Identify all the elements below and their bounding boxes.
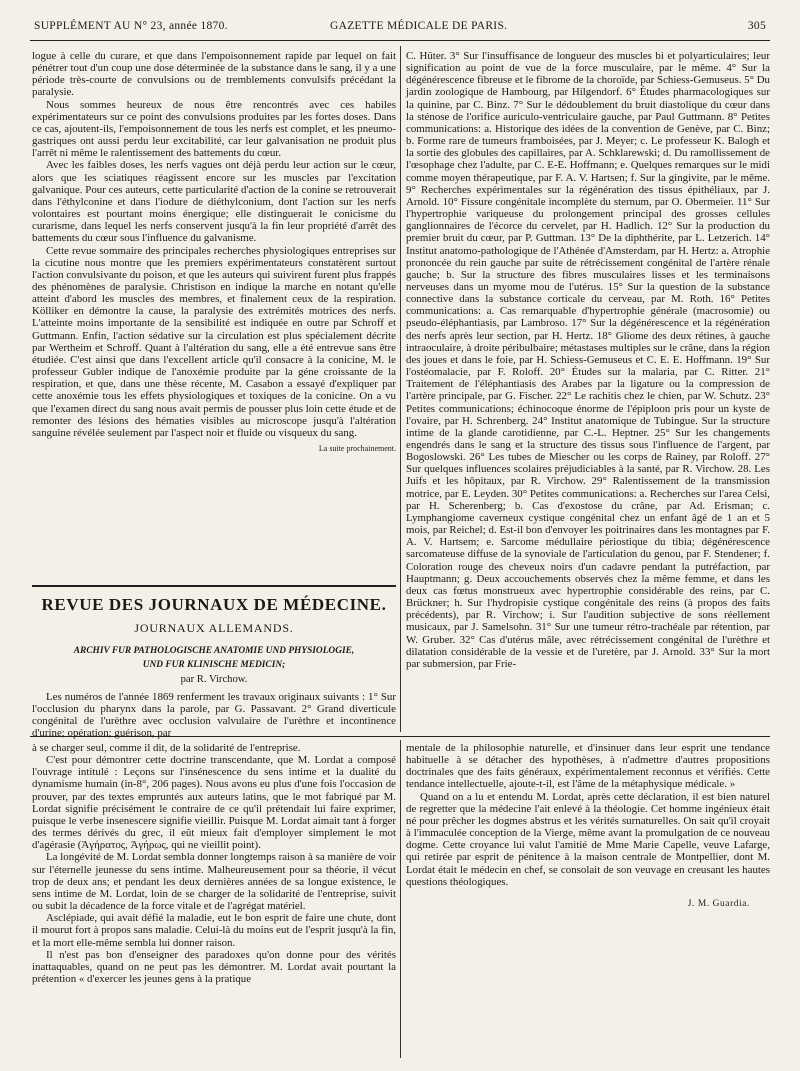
paragraph: Asclépiade, qui avait défié la maladie, eut le bon esprit de faire une chute, dont il mourut fort à propos sans maladie. Celui-là du moins eut de l'esprit jusqu'à la fin, et la mort elle-même sembla lui donner raison. [32, 912, 396, 949]
column-divider-top [400, 46, 401, 732]
running-head-journal-title: GAZETTE MÉDICALE DE PARIS. [330, 20, 508, 32]
paragraph: Nous sommes heureux de nous être rencontrés avec ces habiles expérimentateurs sur ce point des convulsions produites par les fortes doses. Dans ce cas, ajoutent-ils, l'empoisonnement de tous les nerfs est complet, et les pneumo-gastriques ont aussi perdu leur excitabilité, car leur galvanisation ne produit plus l'arrêt ni même le ralentissement des battements du cœur. [32, 98, 396, 160]
paragraph: Cette revue sommaire des principales recherches physiologiques entreprises sur la cicutine nous montre que les premiers expérimentateurs constatèrent surtout l'action convulsivante du poison, et que les auteurs qui suivirent furent plus frappés des phénomènes de paralysie. Christison en indique la marche en notant qu'elle atteint d'abord les muscles des membres, et finalement ceux de la respiration. Kölliker en démontre la cause, la paralysie des extrémités motrices des nerfs. L'atteinte moins importante de la sensibilité est indiquée en outre par Schroff et Guttmann. Enfin, l'action sédative sur la circulation est plus spécialement décrite par Wertheim et Schroff. Quant à l'altération du sang, elle a été entrevue sans être étudiée. C'est ainsi que dans l'excellent article qu'il consacre à la conicine, M. le professeur Gubler indique de l'anoxémie produite par la géne croissante de la respiration, et que, dans une thèse récente, M. Casabon a essayé d'expliquer par cette anoxémie tous les effets physiologiques et toxiques de la conicine. On a vu que l'examen direct du sang nous avait permis de pousser plus loin cette étude et de remonter des lésions des hématies visibles au microscope jusqu'à l'altération sanguine révélée seulement par l'aspect noir et fluide ou visqueux du sang. [32, 244, 396, 439]
section-separator-rule [30, 736, 770, 737]
paragraph: La longévité de M. Lordat sembla donner longtemps raison à sa manière de voir sur l'éternelle jeunesse du sens intime. Malheureusement pour sa théorie, il vécut trop de deux ans; et pendant les deux dernières années de sa longue existence, le sens intime de M. Lordat, loin de se charger de la solidarité de l'entreprise, suivit ou subit la décadence de la force vitale et de l'agrégat matériel. [32, 851, 396, 913]
paragraph: Il n'est pas bon d'enseigner des paradoxes qu'on donne pour des vérités inattaquables, quand on ne peut pas les démontrer. M. Lordat avait pourtant la prétention « d'exercer les jeunes gens à la pratique [32, 948, 396, 985]
review-editor: par R. Virchow. [180, 674, 248, 685]
right-column-top [406, 50, 770, 670]
page-number: 305 [747, 20, 766, 32]
left-column-top [32, 50, 396, 455]
paragraph: C'est pour démontrer cette doctrine transcendante, que M. Lordat a composé l'ouvrage intitulé : Leçons sur l'insénescence du sens intime et la dualité du dynamisme humain (in-8°, 206 pages). Nous avons eu plus d'une fois l'occasion de prouver, par des textes empruntés aux auteurs latins, que le mot fabriqué par M. Lordat signifie précisément le contraire de ce qu'il prétendait lui faire exprimer, puisque le verbe insenescere signifie vieillir. Puisque M. Lordat aimait tant à forger des termes dérivés du grec, il eût mieux fait d'employer simplement le mot d'agérasie (Ἀγήρατος, Ἀγήρως, qui ne vieillit point). [32, 754, 396, 852]
running-head-supplement: SUPPLÉMENT AU N° 23, année 1870. [34, 20, 228, 32]
header-rule [30, 40, 770, 41]
paragraph: Les numéros de l'année 1869 renferment les travaux originaux suivants : 1° Sur l'occlusion du pharynx dans la parole, par G. Passavant. 2° Grand diverticule congénital de l'urèthre avec occlusion valvulaire de l'urèthre et incontinence d'urine; opération; guérison, par [32, 691, 396, 740]
journal-name-line: UND FUR KLINISCHE MEDICIN; [142, 660, 286, 670]
review-title: REVUE DES JOURNAUX DE MÉDECINE. [41, 595, 387, 614]
right-column-bottom [406, 742, 770, 910]
paragraph: logue à celle du curare, et que dans l'empoisonnement rapide par lequel on fait pénétrer tout d'un coup une dose déterminée de la substance dans le sang, il y a une période très-courte de convulsions ou de tremblements convulsifs précédant la paralysie. [32, 50, 396, 99]
author-signature: J. M. Guardia. [687, 898, 750, 909]
paragraph: C. Hüter. 3° Sur l'insuffisance de longueur des muscles bi et polyarticulaires; leur signification au point de vue de la force musculaire, par le même. 4° Sur la dégénérescence fibreuse et le fibrome de la choroïde, par Schiess-Gemuseus. 5° Du jardin zoologique de Hambourg, par Hilgendorf. 6° Études pharmacologiques sur la quinine, par C. Binz. 7° Sur le dédoublement du bruit diastolique du cœur dans la sténose de l'orifice auriculo-ventriculaire gauche, par Paul Guttmann. 8° Petites communications: a. Historique des idées de la convention de Genève, par C. Binz; b. Forme rare de tumeurs framboisées, par J. Meyer; c. Le professeur K. Balogh et la sortie des globules des capillaires, par A. Schklarewski; d. Du ramollissement de l'œsophage chez l'adulte, par C. E-E. Hoffmann; e. Quelques remarques sur le midi comme moyen thérapeutique, par F. A. V. Hartsen; f. Sur la gingivite, par le même. 9° Recherches expérimentales sur la régénération des tissus épithéliaux, par J. Arnold. 10° Fissure congénitale incomplète du sternum, par O. Obermeier. 11° Sur l'hypertrophie variqueuse du prolongement principal des grosses cellules ganglionnaires de l'écorce du cervelet, par H. Hadlich. 12° Sur la production du premier bruit du cœur, par P. Guttman. 13° De la diphthérite, par L. Letzerich. 14° Institut anatomo-pathologique de l'Athénée d'Amsterdam, par H. Hertz: a. Atrophie prononcée du rein gauche par suite de rétrécissement congénital de l'artère rénale gauche; b. Sur la structure des fibres musculaires lisses et les terminaisons nerveuses dans un myome mou de l'utérus. 15° Sur la question de la substance connective dans la substance corticale du cerveau, par M. Roth. 16° Petites communications: a. Cas remarquable d'hypertrophie générale (macrosomie) ou pseudo-éléphantiasis, par Lambroso. 17° Sur la dégénérescence et la régénération des nerfs après leur section, par H. Hertz. 18° Gliome des deux rétines, à gauche intraoculaire, à droite péribulbaire; métastases multiples sur le crâne, dans la région des joues et dans le foie, par H. Schiess-Gemuseus et C. E. E. Hoffmann. 19° Sur l'ostéomalacie, par F. Roloff. 20° Études sur la malaria, par C. Ritter. 21° Traitement de l'éléphantiasis des Arabes par la ligature ou la compression de l'artère principale, par G. Fischer. 22° Le rachitis chez le chien, par W. Schutz. 23° Petites communications; échinocoque énorme de l'épiploon pris pour un kyste de l'ovaire, par H. Schrenberg. 24° Institut anatomique de Tubingue. Sur la structure intime de la glande carotidienne, par C.-L. Heptner. 25° Sur les changements engendrés dans le sang et la structure des tissus sous l'influence de l'argent, par Bogoslowski. 26° Les tubes de Miescher ou les corps de Rainey, par Roloff. 27° Sur quelques influences scolaires préjudiciables à la santé, par R. Virchow. 28. Les Juifs et les hôpitaux, par R. Virchow. 29° Ralentissement de la transmission motrice, par E. Leyden. 30° Petites communications: a. Recherches sur l'area Celsi, par H. Scherenberg; b. Cas d'exostose du crâne, par Ad. Erisman; c. Lymphangiome caverneux cystique congénital chez un enfant âgé de 1 an et 5 mois, par Reichel; d. Est-il bon d'envoyer les poitrinaires dans les montagnes par F. A. V. Hartsem; e. Sarcome médullaire périostique du tibia; dégénérescence sarcomateuse diffuse de la synoviale de l'articulation du genou, par F. Stendener; f. Coloration rouge des cheveux noirs d'un cadavre pendant la putréfaction, par Hauptmann; g. Deux accouchements observés chez la même femme, et dans les deux cas fœtus monstrueux avec hypertrophie considérable des reins, par C. Brückner; h. Sur l'hydropisie cystique congénitale des reins (à propos des faits précédents), par R. Virchow; i. Sur l'audition subjective de sons réellement musicaux, par J. Samelsohn. 31° Sur une tumeur rétro-trachéale par rétention, par W. Gruber. 32° Cas d'utérus mâle, avec rétrécissement congénital de l'urèthre et dilatation considérable de la vessie et de l'uretère, par J. Arnold. 33° Sur la mort par submersion, par Frie- [406, 50, 770, 670]
running-head [34, 20, 766, 36]
paragraph: Quand on a lu et entendu M. Lordat, après cette déclaration, il est bien naturel de regretter que la médecine l'ait enlevé à la théologie. Cet homme ingénieux était né pour prêcher les dogmes abstrus et les vérités surnaturelles. On sait qu'il croyait à l'immaculée conception de la Vierge, même avant la promulgation de ce nouveau dogme. Cette croyance lui valut l'amitié de Mme Marie Capelle, veuve Lafarge, qui retirée par esprit de pénitence à la maison centrale de Montpellier, dont M. Lordat était le médecin en chef, se consolait de son veuvage en creusant les hautes questions théologiques. [406, 790, 770, 888]
review-section [32, 585, 396, 740]
journal-name-line: ARCHIV FUR PATHOLOGISCHE ANATOMIE UND PHYSIOLOGIE, [73, 646, 355, 656]
paragraph: à se charger seul, comme il dit, de la solidarité de l'entreprise. [32, 742, 301, 754]
paragraph: Avec les faibles doses, les nerfs vagues ont déjà perdu leur action sur le cœur, alors que les sciatiques réagissent encore sur les muscles par l'excitation galvanique. Pour ces auteurs, cette particularité d'action de la conine se retrouverait dans l'éthylconine et dans l'iodure de diéthylconium, dont l'action sur les nerfs volontaires est pourtant moins énergique; elle distinguerait le conicisme du curarisme, dans lequel les nerfs conservent jusqu'à la fin leur propriété d'arrêt des battements du cœur sous l'influence du galvanisme. [32, 159, 396, 245]
left-column-bottom [32, 742, 396, 985]
section-rule [32, 585, 396, 587]
paragraph: mentale de la philosophie naturelle, et d'insinuer dans leur esprit une tendance habituelle à se détacher des hypothèses, à n'admettre d'autres propositions doctrinales que des faits généraux, expérimentalement reconnus et vérifiés. Cette tendance intellectuelle, ajoute-t-il, est l'âme de la métaphysique médicale. » [406, 742, 770, 791]
continued-note: La suite prochainement. [318, 444, 396, 453]
review-body [32, 691, 396, 740]
review-subtitle: JOURNAUX ALLEMANDS. [134, 621, 294, 635]
column-divider-bottom [400, 740, 401, 1058]
